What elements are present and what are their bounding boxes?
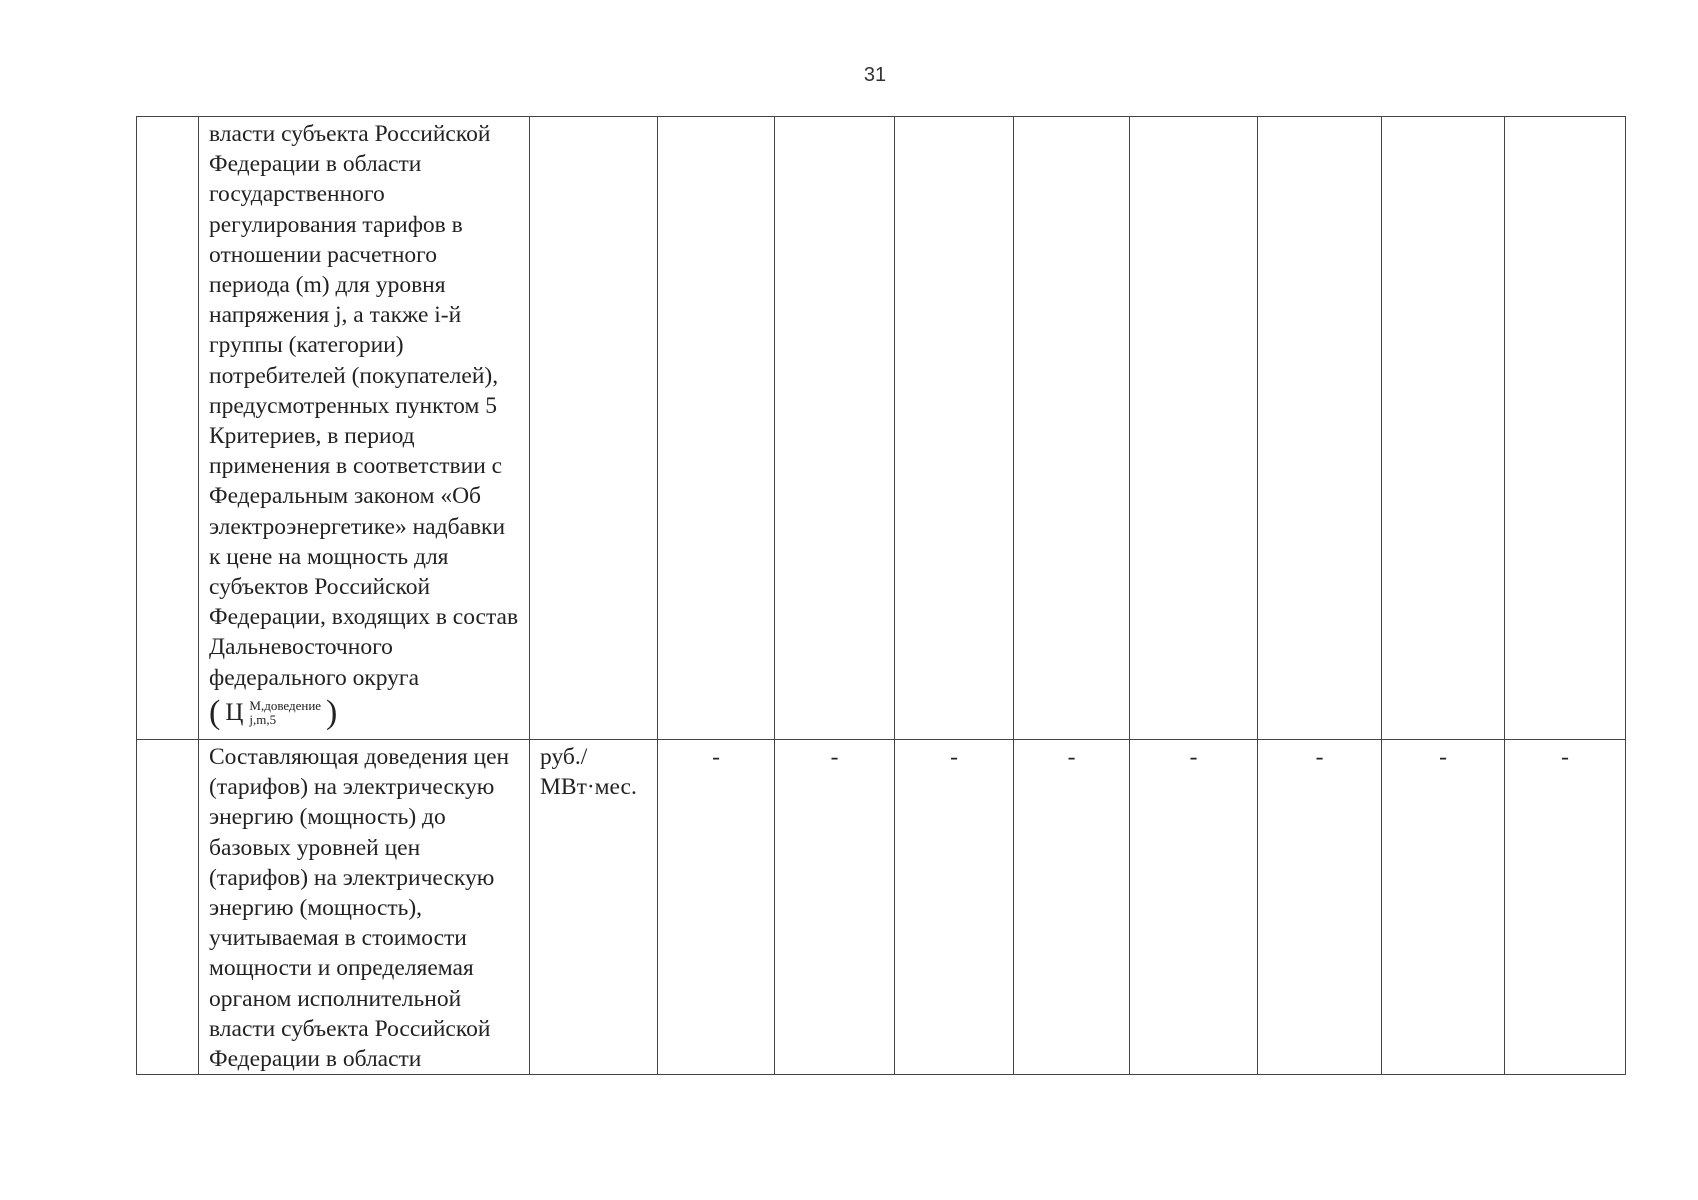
value-cell xyxy=(1130,117,1258,740)
formula-scripts xyxy=(249,699,321,727)
value-cell xyxy=(1014,117,1130,740)
value-cell: - xyxy=(1505,740,1626,1075)
description-text: власти субъекта Российской Федерации в области государственного регулирования тарифов в отношении расчетного периода (m) для уровня напряжения j, а также i-й группы (категории) потребителей (покупателей), предусмотренных пунктом 5 Критериев, в период применения в соответствии с Федеральным законом «Об электроэнергетике» надбавки к цене на мощность для субъектов Российской Федерации, входящих в состав Дальневосточного федерального округа xyxy=(209,121,519,691)
table-row xyxy=(137,740,1626,1075)
value-cell xyxy=(775,117,895,740)
index-cell xyxy=(137,117,199,740)
value-cell: - xyxy=(1382,740,1505,1075)
description-cell xyxy=(199,117,530,740)
description-cell: Составляющая доведения цен (тарифов) на электрическую энергию (мощность) до базовых уровней цен (тарифов) на электрическую энергию (мощность), учитываемая в стоимости мощности и определяемая органом исполнительной власти субъекта Российской Федерации в области xyxy=(199,740,530,1075)
formula-subscript: j,m,5 xyxy=(249,711,277,727)
unit-cell xyxy=(530,117,658,740)
value-cell: - xyxy=(775,740,895,1075)
formula-open-paren: ( xyxy=(209,693,221,731)
value-cell xyxy=(1505,117,1626,740)
page-number: 31 xyxy=(863,64,887,86)
formula-base: Ц xyxy=(225,698,244,726)
formula xyxy=(209,693,338,731)
value-cell xyxy=(1382,117,1505,740)
value-cell xyxy=(895,117,1014,740)
value-cell xyxy=(1258,117,1382,740)
unit-cell: руб./ МВт·мес. xyxy=(530,740,658,1075)
value-cell: - xyxy=(895,740,1014,1075)
formula-superscript: М,доведение xyxy=(249,697,322,713)
value-cell xyxy=(658,117,775,740)
value-cell: - xyxy=(1130,740,1258,1075)
tariff-table xyxy=(136,116,1626,1075)
formula-close-paren: ) xyxy=(326,693,338,731)
value-cell: - xyxy=(658,740,775,1075)
index-cell xyxy=(137,740,199,1075)
value-cell: - xyxy=(1014,740,1130,1075)
table-row xyxy=(137,117,1626,740)
value-cell: - xyxy=(1258,740,1382,1075)
